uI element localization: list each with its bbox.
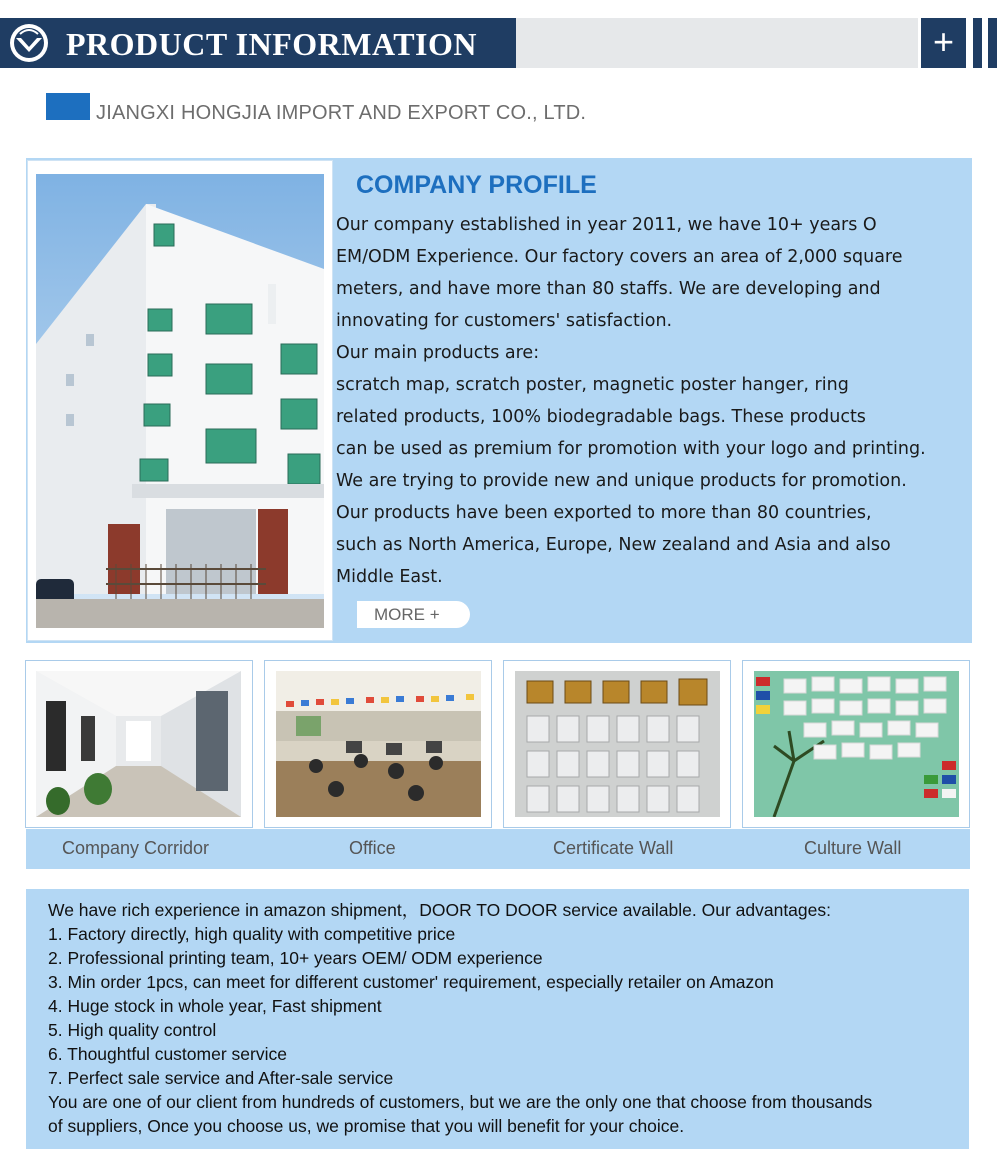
- profile-line: can be used as premium for promotion with your logo and printing.: [336, 439, 926, 459]
- profile-line: innovating for customers' satisfaction.: [336, 311, 673, 331]
- advantages-line: 4. Huge stock in whole year, Fast shipment: [48, 996, 382, 1016]
- page-title: PRODUCT INFORMATION: [66, 26, 477, 62]
- banner-filler: [516, 18, 918, 68]
- profile-description: [336, 209, 976, 593]
- banner-stripe: [973, 18, 982, 68]
- office-image: [276, 671, 481, 817]
- culture-wall-image: [754, 671, 959, 817]
- profile-line: related products, 100% biodegradable bags. These products: [336, 407, 866, 427]
- corridor-image: [36, 671, 241, 817]
- expand-button[interactable]: +: [921, 18, 966, 68]
- profile-line: Middle East.: [336, 567, 443, 587]
- brand-logo-icon: [8, 22, 50, 64]
- advantages-line: 5. High quality control: [48, 1020, 217, 1040]
- advantages-line: 3. Min order 1pcs, can meet for different customer' requirement, especially retailer on Amazon: [48, 972, 774, 992]
- profile-line: scratch map, scratch poster, magnetic poster hanger, ring: [336, 375, 849, 395]
- profile-title: COMPANY PROFILE: [356, 171, 597, 199]
- caption-corridor: Company Corridor: [62, 838, 210, 858]
- advantages-line: of suppliers, Once you choose us, we promise that you will benefit for your choice.: [48, 1116, 685, 1136]
- caption-culture-wall: Culture Wall: [804, 838, 902, 858]
- company-name: JIANGXI HONGJIA IMPORT AND EXPORT CO., LTD.: [96, 102, 587, 124]
- advantages-line: You are one of our client from hundreds of customers, but we are the only one that choose from thousands: [48, 1092, 873, 1112]
- profile-line: EM/ODM Experience. Our factory covers an area of 2,000 square: [336, 247, 903, 267]
- factory-building-image: [36, 174, 324, 628]
- profile-line: such as North America, Europe, New zealand and Asia and also: [336, 535, 891, 555]
- certificate-wall-image: [515, 671, 720, 817]
- caption-office: Office: [349, 838, 396, 858]
- advantages-text: [48, 898, 963, 1138]
- profile-line: Our products have been exported to more than 80 countries,: [336, 503, 872, 523]
- profile-line: We are trying to provide new and unique products for promotion.: [336, 471, 907, 491]
- advantages-line: We have rich experience in amazon shipment，DOOR TO DOOR service available. Our advantages:: [48, 900, 831, 920]
- header-banner: [0, 18, 1000, 68]
- advantages-line: 6. Thoughtful customer service: [48, 1044, 287, 1064]
- banner-title-bar: [0, 18, 516, 68]
- company-name-marker: [46, 93, 90, 120]
- advantages-line: 2. Professional printing team, 10+ years OEM/ ODM experience: [48, 948, 543, 968]
- caption-certificate-wall: Certificate Wall: [553, 838, 674, 858]
- banner-stripe: [988, 18, 997, 68]
- more-button[interactable]: MORE +: [357, 601, 470, 628]
- profile-line: meters, and have more than 80 staffs. We are developing and: [336, 279, 881, 299]
- profile-line: Our main products are:: [336, 343, 540, 363]
- profile-line: Our company established in year 2011, we have 10+ years O: [336, 215, 877, 235]
- advantages-line: 1. Factory directly, high quality with competitive price: [48, 924, 456, 944]
- advantages-line: 7. Perfect sale service and After-sale service: [48, 1068, 394, 1088]
